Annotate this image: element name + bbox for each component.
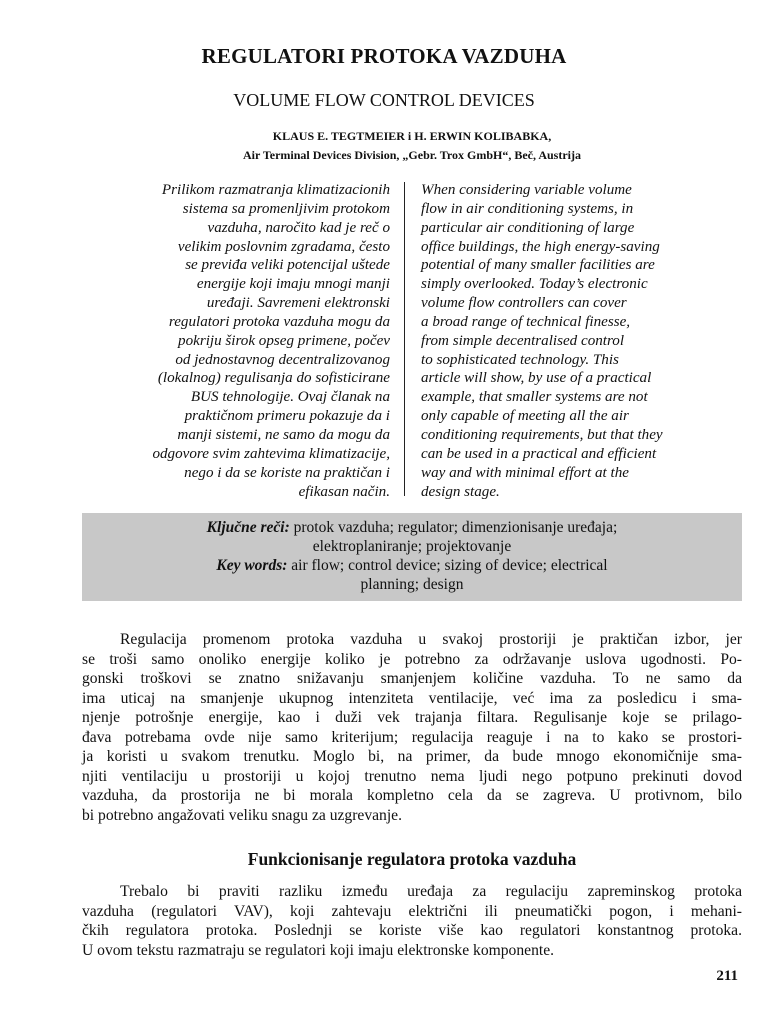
abstract-serbian-line: (lokalnog) regulisanja do sofisticirane: [157, 370, 390, 387]
body-paragraph-1-line: Regulacija promenom protoka vazduha u svakoj prostoriji je praktičan izbor, jer: [120, 631, 742, 648]
keywords-serbian-line-1: [82, 518, 742, 537]
abstract-english-line: When considering variable volume: [421, 182, 632, 198]
abstract-english-line: design stage.: [421, 483, 500, 500]
abstract-english-line: flow in air conditioning systems, in: [421, 200, 634, 217]
abstract-serbian-line: velikim poslovnim zgradama, često: [177, 238, 390, 255]
abstract-serbian-line: regulatori protoka vazduha mogu da: [168, 313, 390, 330]
author-names: KLAUS E. TEGTMEIER i H. ERWIN KOLIBABKA,: [272, 129, 552, 143]
abstract-serbian-line: praktičnom primeru pokazuje da i: [184, 408, 390, 425]
abstract-english-line: article will show, by use of a practical: [421, 370, 652, 387]
body-paragraph-2-line: vazduha (regulatori VAV), koji zahtevaju električni ili pneumatički pogon, i mehani-: [82, 902, 742, 920]
body-paragraph-2-line: Trebalo bi praviti razliku između uređaja za regulaciju zapreminskog protoka: [120, 883, 742, 900]
body-paragraph-1: [82, 630, 742, 825]
section-heading: Funkcionisanje regulatora protoka vazduha: [247, 849, 577, 869]
abstract-divider: [404, 182, 405, 496]
keywords-serbian-line-2: elektroplaniranje; projektovanje: [312, 538, 512, 555]
abstract-serbian-line: od jednostavnog decentralizovanog: [175, 351, 390, 368]
abstract-english-line: to sophisticated technology. This: [421, 351, 619, 368]
abstract-english-line: a broad range of technical finesse,: [421, 313, 631, 330]
body-paragraph-1-line: ima uticaj na smanjenje ukupnog intenziteta ventilacije, već ima za posledicu i sma-: [82, 689, 742, 707]
keywords-english-line-1: [82, 556, 742, 575]
keywords-box: [82, 513, 742, 601]
abstract-serbian-line: BUS tehnologije. Ovaj članak na: [190, 389, 390, 406]
author-block: [0, 127, 768, 165]
article-title: REGULATORI PROTOKA VAZDUHA: [201, 44, 567, 68]
abstract-serbian-line: manji sistemi, ne samo da mogu da: [177, 426, 390, 443]
abstract-serbian: [90, 181, 390, 501]
abstract-english-line: particular air conditioning of large: [421, 219, 635, 236]
abstract-serbian-line: vazduha, naročito kad je reč o: [207, 219, 390, 236]
body-paragraph-2: [82, 882, 742, 960]
abstract-english-line: only capable of meeting all the air: [421, 408, 629, 425]
body-paragraph-2-line: U ovom tekstu razmatraju se regulatori koji imaju elektronske komponente.: [82, 941, 555, 959]
abstract-serbian-line: efikasan način.: [298, 483, 390, 500]
body-paragraph-1-line: njenje potrošnje energije, kao i duži vek trajanja filtara. Regulisanje koje se prilago-: [82, 709, 742, 727]
abstract-serbian-line: pokriju širok opseg primene, počev: [178, 332, 390, 349]
page-number: 211: [716, 968, 738, 984]
abstract-english-line: simply overlooked. Today’s electronic: [421, 276, 648, 293]
body-paragraph-1-line: gonski troškovi se znatno snižavanju smanjenjem količine vazduha. To ne samo da: [82, 670, 742, 688]
keywords-english-line-2: planning; design: [360, 576, 464, 593]
keywords-english-text: air flow; control device; sizing of device; electrical: [287, 557, 608, 574]
abstract-english-line: office buildings, the high energy-saving: [421, 238, 660, 255]
abstract-serbian-line: uređaji. Savremeni elektronski: [206, 295, 390, 312]
abstract-serbian-line: odgovore svim zahtevima klimatizacije,: [152, 445, 390, 462]
body-paragraph-2-line: čkih regulatora protoka. Poslednji se koriste više kao regulatori konstantnog protoka.: [82, 922, 742, 940]
abstract-serbian-line: energije koji imaju mnogi manji: [196, 276, 390, 293]
abstract-serbian-line: Prilikom razmatranja klimatizacionih: [161, 182, 390, 198]
abstract-serbian-line: nego i da se koriste na praktičan i: [184, 464, 390, 481]
author-affiliation: Air Terminal Devices Division, „Gebr. Trox GmbH“, Beč, Austrija: [242, 148, 581, 162]
keywords-serbian-label: Ključne reči:: [206, 519, 290, 536]
body-paragraph-1-line: bi potrebno angažovati veliku snagu za uzgrevanje.: [82, 806, 402, 824]
abstract-english-line: conditioning requirements, but that they: [421, 426, 663, 443]
body-paragraph-1-line: vazduha, da prostorija ne bi morala kompletno cela da se zagreva. U protivnom, bilo: [82, 787, 742, 805]
article-subtitle: VOLUME FLOW CONTROL DEVICES: [233, 90, 535, 110]
body-paragraph-1-line: ja koristi u svakom trenutku. Moglo bi, na primer, da bude mnogo ekonomičnije sma-: [82, 748, 742, 766]
abstract-english-line: from simple decentralised control: [421, 332, 625, 349]
body-paragraph-1-line: se troši samo onoliko energije koliko je potrebno za održavanje uslova ugodnosti. Po-: [82, 650, 742, 668]
abstract-serbian-line: se previđa veliki potencijal uštede: [185, 257, 390, 274]
body-paragraph-1-line: đava potrebama ovde nije samo kriterijum; regulacija reaguje i na to kako se prostori-: [82, 728, 742, 746]
abstract-english-line: example, that smaller systems are not: [421, 389, 648, 406]
abstract-english-line: can be used in a practical and efficient: [421, 445, 657, 462]
abstract-english-line: way and with minimal effort at the: [421, 464, 629, 481]
keywords-english-label: Key words:: [216, 557, 288, 574]
abstract-serbian-line: sistema sa promenljivim protokom: [182, 200, 390, 217]
keywords-serbian-text: protok vazduha; regulator; dimenzionisanje uređaja;: [289, 519, 618, 536]
abstract-english: [421, 181, 721, 501]
abstract-english-line: potential of many smaller facilities are: [421, 257, 655, 274]
body-paragraph-1-line: njiti ventilaciju u prostoriji u kojoj trenutno nema ljudi nego potpuno prekinuti dovod: [82, 767, 742, 785]
abstract-english-line: volume flow controllers can cover: [421, 295, 627, 312]
